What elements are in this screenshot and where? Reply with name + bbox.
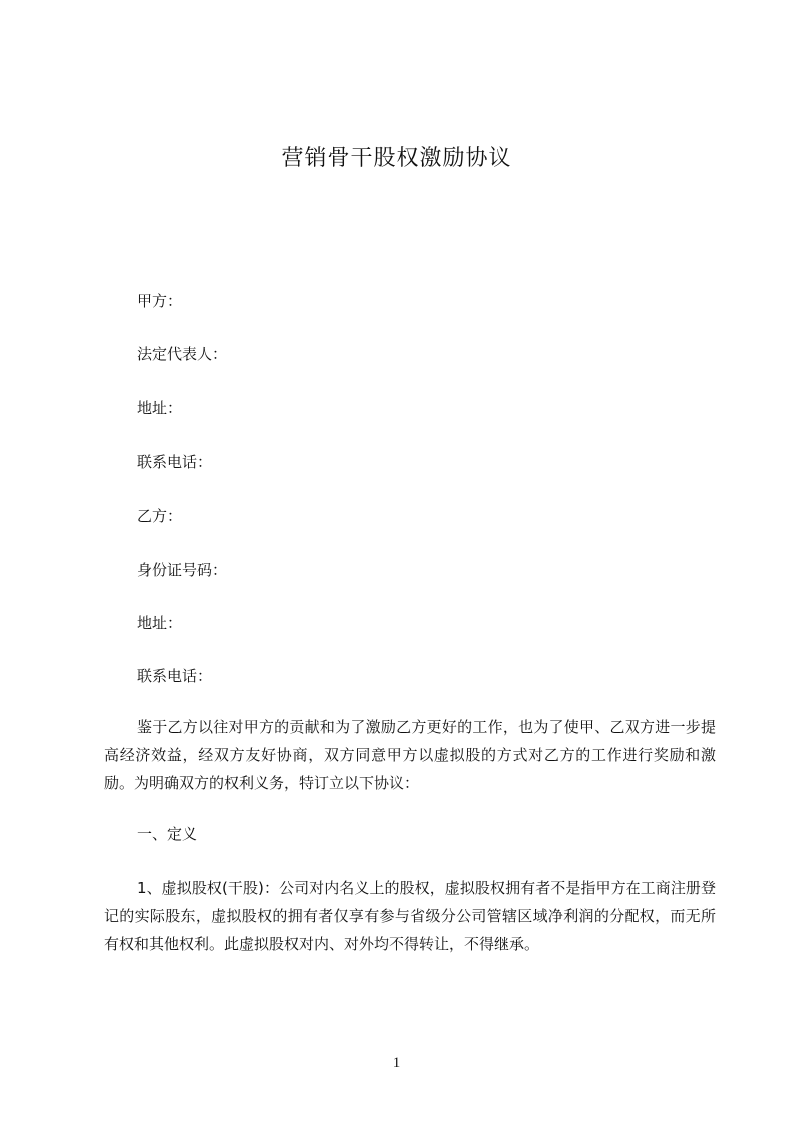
party-b-label: 乙方： <box>137 507 183 525</box>
document-title: 营销骨干股权激励协议 <box>281 146 512 171</box>
section-1-clause-1: 1、虚拟股权(干股)：公司对内名义上的股权，虚拟股权拥有者不是指甲方在工商注册登记的实际股东，虚拟股权的拥有者仅享有参与省级分公司管辖区域净利润的分配权，而无所有权和其他权利。此虚拟股权对内、对外均不得转让，不得继承。 <box>104 879 716 953</box>
preamble-paragraph: 鉴于乙方以往对甲方的贡献和为了激励乙方更好的工作，也为了使甲、乙双方进一步提高经济效益，经双方友好协商，双方同意甲方以虚拟股的方式对乙方的工作进行奖励和激励。为明确双方的权利义务，特订立以下协议： <box>104 718 716 792</box>
party-b-address-label: 地址： <box>137 614 183 632</box>
legal-representative-label: 法定代表人： <box>137 345 228 363</box>
party-b-id-number-label: 身份证号码： <box>137 561 228 579</box>
party-a-address-label: 地址： <box>137 399 183 417</box>
party-a-phone-label: 联系电话： <box>137 453 213 471</box>
page-number: 1 <box>392 1055 401 1071</box>
party-a-label: 甲方： <box>137 292 183 310</box>
party-b-phone-label: 联系电话： <box>137 667 213 685</box>
section-1-heading: 一、定义 <box>137 825 198 843</box>
